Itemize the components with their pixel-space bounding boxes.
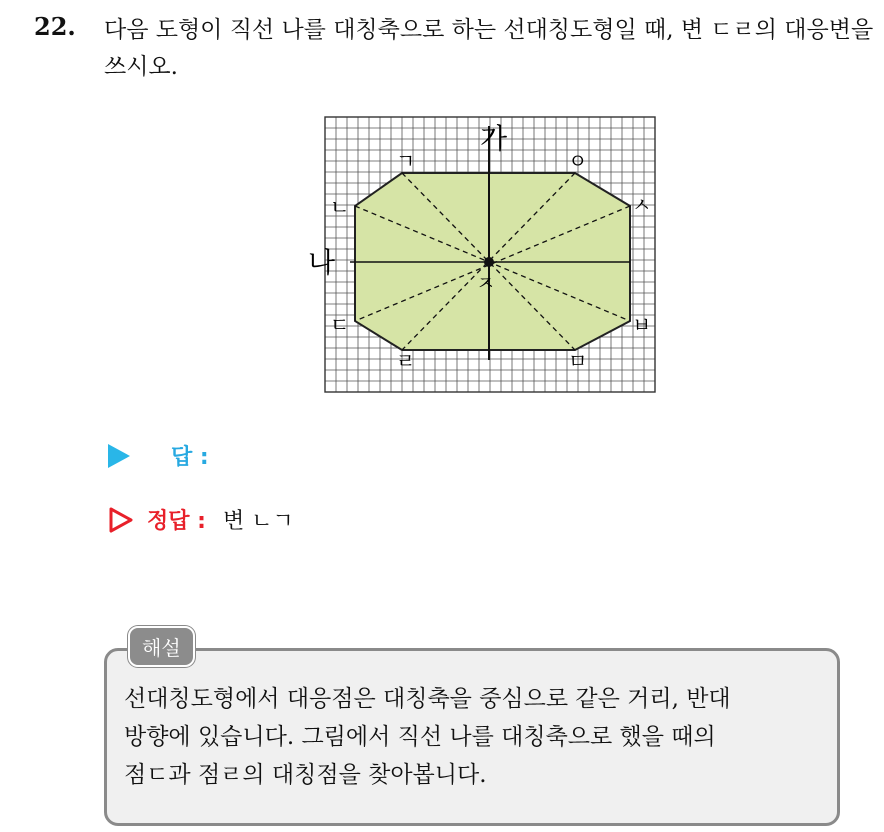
answer-row: [108, 440, 209, 471]
axis-label-ga: 가: [480, 122, 508, 155]
vertex-label-g: ㄱ: [396, 149, 416, 173]
explanation-line-3: 점ㄷ과 점ㄹ의 대칭점을 찾아봅니다.: [124, 762, 487, 788]
vertex-label-b: ㅂ: [632, 313, 652, 337]
symmetry-figure: [300, 112, 660, 400]
question-number: 22.: [34, 12, 76, 41]
vertex-label-n: ㄴ: [330, 195, 350, 219]
center-point: [484, 257, 494, 267]
vertex-label-d: ㄷ: [330, 313, 350, 337]
play-arrow-icon: [108, 444, 130, 468]
axis-label-na: 나: [308, 246, 336, 279]
question-text: 다음 도형이 직선 나를 대칭축으로 하는 선대칭도형일 때, 변 ㄷㄹ의 대응변을 쓰시오.: [104, 17, 874, 80]
correct-answer-label: 정답 :: [147, 509, 206, 534]
vertex-label-o: ㅇ: [568, 149, 588, 173]
explanation-tag: 해설: [128, 626, 195, 667]
explanation-line-2: 방향에 있습니다. 그림에서 직선 나를 대칭축으로 했을 때의: [124, 724, 716, 750]
vertex-label-j: ㅈ: [476, 271, 496, 295]
vertex-label-r: ㄹ: [396, 349, 416, 373]
explanation-line-1: 선대칭도형에서 대응점은 대칭축을 중심으로 같은 거리, 반대: [124, 686, 731, 712]
explanation-text: [124, 680, 834, 794]
correct-answer-row: [108, 504, 294, 535]
vertex-label-s: ㅅ: [632, 193, 652, 217]
figure-svg: [300, 112, 660, 396]
vertex-label-m: ㅁ: [568, 349, 588, 373]
correct-answer-value: 변 ㄴㄱ: [222, 509, 294, 534]
answer-label: 답 :: [171, 445, 209, 470]
outline-arrow-icon: [108, 506, 134, 534]
